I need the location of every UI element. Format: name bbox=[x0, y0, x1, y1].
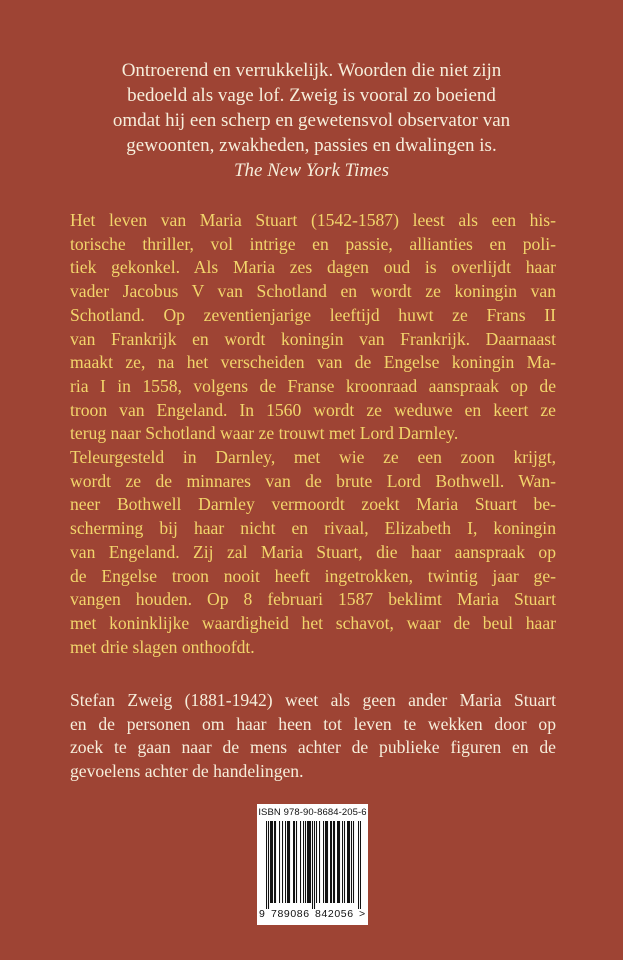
barcode-guard-bar bbox=[314, 821, 315, 909]
barcode-bar bbox=[326, 821, 327, 903]
author-note bbox=[70, 689, 556, 784]
blurb-line: tiek gekonkel. Als Maria zes dagen oud is overlijdt haar bbox=[70, 257, 556, 278]
review-quote bbox=[80, 58, 543, 183]
barcode-digits-right: 842056 bbox=[315, 908, 354, 920]
blurb-line: ria I in 1558, volgens de Franse kroonraad aanspraak op de bbox=[70, 375, 556, 396]
barcode-bar bbox=[334, 821, 335, 903]
barcode-bar bbox=[339, 821, 340, 903]
barcode-bar bbox=[349, 821, 350, 903]
barcode-bar bbox=[288, 821, 289, 903]
blurb-line: Teleurgesteld in Darnley, met wie ze een zoon krijgt, bbox=[70, 447, 556, 468]
barcode-bar bbox=[353, 821, 354, 903]
quote-source: The New York Times bbox=[233, 160, 390, 181]
barcode-bar bbox=[310, 821, 311, 903]
barcode-bar bbox=[305, 821, 306, 903]
blurb-line: met drie slagen onthoofdt. bbox=[70, 636, 255, 657]
barcode-bar bbox=[330, 821, 331, 903]
blurb-line: wordt ze de minnares van de brute Lord Bothwell. Wan- bbox=[70, 470, 556, 491]
author-line: gevoelens achter de handelingen. bbox=[70, 761, 304, 782]
barcode-bar bbox=[275, 821, 276, 903]
blurb-line: vader Jacobus V van Schotland en wordt ze koningin van bbox=[70, 281, 556, 302]
barcode-trailing-mark: > bbox=[359, 908, 366, 920]
barcode-bar bbox=[307, 821, 308, 903]
barcode-bar bbox=[348, 821, 349, 903]
barcode-bar bbox=[285, 821, 286, 903]
barcode-bar bbox=[287, 821, 288, 903]
barcode-bar bbox=[333, 821, 334, 903]
barcode-bar bbox=[293, 821, 294, 903]
book-blurb bbox=[70, 209, 556, 659]
barcode-bar bbox=[337, 821, 338, 903]
barcode-guard-bar bbox=[360, 821, 361, 909]
barcode-digit-first: 9 bbox=[259, 908, 265, 920]
barcode-bar bbox=[316, 821, 317, 903]
blurb-line: maakt ze, na het verscheiden van de Engelse koningin Ma- bbox=[70, 352, 556, 373]
isbn-barcode bbox=[257, 804, 368, 925]
barcode-bar bbox=[331, 821, 332, 903]
barcode-bar bbox=[344, 821, 345, 903]
barcode-bar bbox=[270, 821, 271, 903]
barcode-bar bbox=[279, 821, 280, 903]
quote-line: bedoeld als vage lof. Zweig is vooral zo boeiend bbox=[127, 85, 496, 106]
barcode-bar bbox=[319, 821, 320, 903]
barcode-bar bbox=[272, 821, 273, 903]
blurb-line: van Frankrijk en wordt koningin van Frankrijk. Daarnaast bbox=[70, 328, 556, 349]
quote-line: gewoonten, zwakheden, passies en dwalingen is. bbox=[126, 135, 497, 156]
barcode-bar bbox=[274, 821, 275, 903]
barcode-guard-bar bbox=[358, 821, 359, 909]
barcode-bar bbox=[347, 821, 348, 903]
quote-line: Ontroerend en verrukkelijk. Woorden die niet zijn bbox=[121, 60, 502, 81]
barcode-bar bbox=[323, 821, 324, 903]
barcode-bar bbox=[296, 821, 297, 903]
barcode-bar bbox=[351, 821, 352, 903]
barcode-guard-bar bbox=[268, 821, 269, 909]
blurb-line: scherming bij haar nicht en rivaal, Elizabeth I, koningin bbox=[70, 518, 556, 539]
barcode-bar bbox=[325, 821, 326, 903]
blurb-line: vangen houden. Op 8 februari 1587 beklimt Maria Stuart bbox=[70, 589, 556, 610]
barcode-bar bbox=[327, 821, 328, 903]
isbn-label: ISBN 978-90-8684-205-6 bbox=[258, 807, 367, 818]
blurb-line: troon van Engeland. In 1560 wordt ze weduwe en keert ze bbox=[70, 399, 556, 420]
author-line: zoek te gaan naar de mens achter de publieke figuren en de bbox=[70, 737, 556, 758]
blurb-line: terug naar Schotland waar ze trouwt met Lord Darnley. bbox=[70, 423, 459, 444]
author-line: en de personen om haar heen tot leven te wekken door op bbox=[70, 713, 556, 734]
barcode-digits-left: 789086 bbox=[271, 908, 310, 920]
blurb-line: de Engelse troon nooit heeft ingetrokken, twintig jaar ge- bbox=[70, 565, 556, 586]
blurb-line: van Engeland. Zij zal Maria Stuart, die haar aanspraak op bbox=[70, 541, 556, 562]
barcode-bar bbox=[271, 821, 272, 903]
barcode-guard-bar bbox=[266, 821, 267, 909]
blurb-line: neer Bothwell Darnley vermoordt zoekt Maria Stuart be- bbox=[70, 494, 556, 515]
author-line: Stefan Zweig (1881-1942) weet als geen ander Maria Stuart bbox=[70, 690, 556, 710]
barcode-bar bbox=[338, 821, 339, 903]
barcode-bar bbox=[308, 821, 309, 903]
barcode-guard-bar bbox=[312, 821, 313, 909]
barcode-bar bbox=[303, 821, 304, 903]
barcode-bar bbox=[294, 821, 295, 903]
barcode-bar bbox=[289, 821, 290, 903]
barcode-bar bbox=[342, 821, 343, 903]
blurb-line: Het leven van Maria Stuart (1542-1587) leest als een his- bbox=[70, 210, 556, 230]
blurb-line: torische thriller, vol intrige en passie, allianties en poli- bbox=[70, 233, 556, 254]
barcode-bar bbox=[300, 821, 301, 903]
blurb-line: met koninklijke waardigheid het schavot, waar de beul haar bbox=[70, 612, 556, 633]
barcode-bars bbox=[266, 821, 361, 909]
quote-line: omdat hij een scherp en gewetensvol observator van bbox=[112, 110, 511, 131]
barcode-bar bbox=[282, 821, 283, 903]
blurb-line: Schotland. Op zeventienjarige leeftijd huwt ze Frans II bbox=[70, 304, 556, 325]
barcode-bar bbox=[309, 821, 310, 903]
